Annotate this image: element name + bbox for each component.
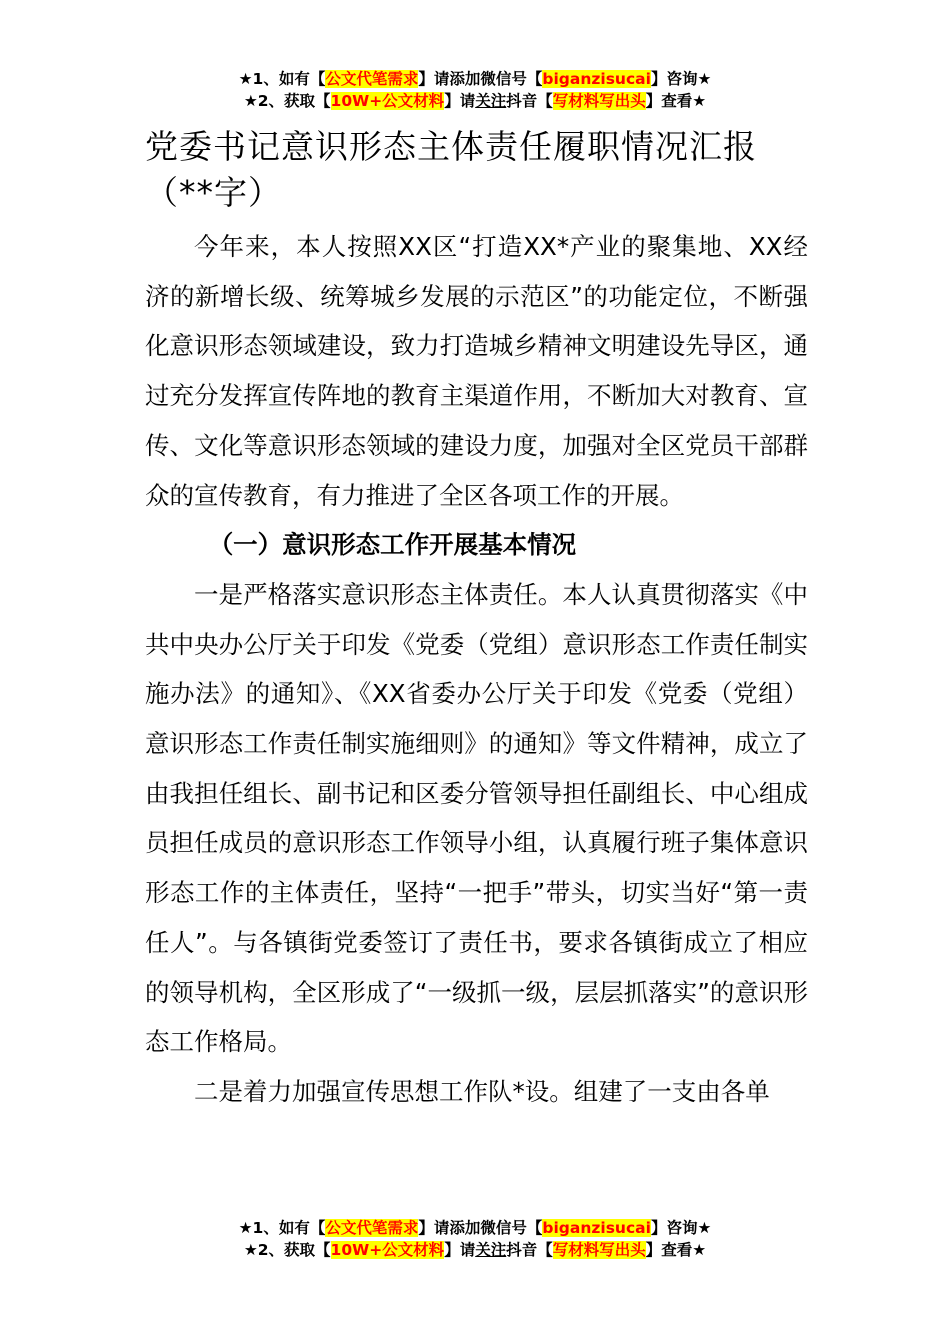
notice-text: ★2、获取【 xyxy=(243,92,331,110)
document-title: 党委书记意识形态主体责任履职情况汇报（**字） xyxy=(145,127,757,212)
notice-highlight: 公文代笔需求 xyxy=(325,70,419,88)
footer-notice-line-2 xyxy=(0,1239,950,1261)
notice-highlight: 10W+公文材料 xyxy=(330,1241,445,1259)
paragraph-responsibility: 一是严格落实意识形态主体责任。本人认真贯彻落实《中共中央办公厅关于印发《党委（党组）意识形态工作责任制实施办法》的通知》、《XX省委办公厅关于印发《党委（党组）意识形态工作责任制实施细则》的通知》等文件精神，成立了由我担任组长、副书记和区委分管领导担任副组长、中心组成员担任成员的意识形态工作领导小组，认真履行班子集体意识形态工作的主体责任，坚持“一把手”带头，切实当好“第一责任人”。与各镇街党委签订了责任书，要求各镇街成立了相应的领导机构，全区形成了“一级抓一级，层层抓落实”的意识形态工作格局。 xyxy=(145,579,808,1057)
notice-text: ★1、如有【 xyxy=(238,1219,326,1237)
douyin-id-highlight: 写材料写出头 xyxy=(552,1241,646,1259)
notice-text: 】查看★ xyxy=(645,1241,707,1259)
header-notice-line-2 xyxy=(0,90,950,112)
footer-notice-line-1 xyxy=(0,1217,950,1239)
wechat-id-highlight: biganzisucai xyxy=(542,1219,651,1237)
document-body xyxy=(145,222,808,1117)
notice-text: 抖音【 xyxy=(506,92,553,110)
section-heading: （一）意识形态工作开展基本情况 xyxy=(208,530,577,560)
notice-text: 】请 xyxy=(444,92,476,110)
paragraph-intro: 今年来，本人按照XX区“打造XX*产业的聚集地、XX经济的新增长级、统筹城乡发展的示范区”的功能定位，不断强化意识形态领域建设，致力打造城乡精神文明建设先导区，通过充分发挥宣传阵地的教育主渠道作用，不断加大对教育、宣传、文化等意识形态领域的建设力度，加强对全区党员干部群众的宣传教育，有力推进了全区各项工作的开展。 xyxy=(145,232,808,510)
footer-notice xyxy=(0,1217,950,1261)
notice-text: 】请 xyxy=(444,1241,476,1259)
douyin-id-highlight: 写材料写出头 xyxy=(552,92,646,110)
header-notice xyxy=(0,68,950,112)
wechat-id-highlight: biganzisucai xyxy=(542,70,651,88)
notice-highlight: 10W+公文材料 xyxy=(330,92,445,110)
notice-text: ★1、如有【 xyxy=(238,70,326,88)
notice-text: 抖音【 xyxy=(506,1241,553,1259)
paragraph-team-building: 二是着力加强宣传思想工作队*设。组建了一支由各单 xyxy=(194,1076,770,1106)
notice-text: 】请添加微信号【 xyxy=(418,70,543,88)
notice-highlight: 公文代笔需求 xyxy=(325,1219,419,1237)
notice-underlined: 关注 xyxy=(475,1241,507,1259)
header-notice-line-1 xyxy=(0,68,950,90)
notice-text: 】咨询★ xyxy=(650,70,712,88)
notice-text: 】请添加微信号【 xyxy=(418,1219,543,1237)
notice-text: 】查看★ xyxy=(645,92,707,110)
notice-underlined: 关注 xyxy=(475,92,507,110)
notice-text: 】咨询★ xyxy=(650,1219,712,1237)
notice-text: ★2、获取【 xyxy=(243,1241,331,1259)
